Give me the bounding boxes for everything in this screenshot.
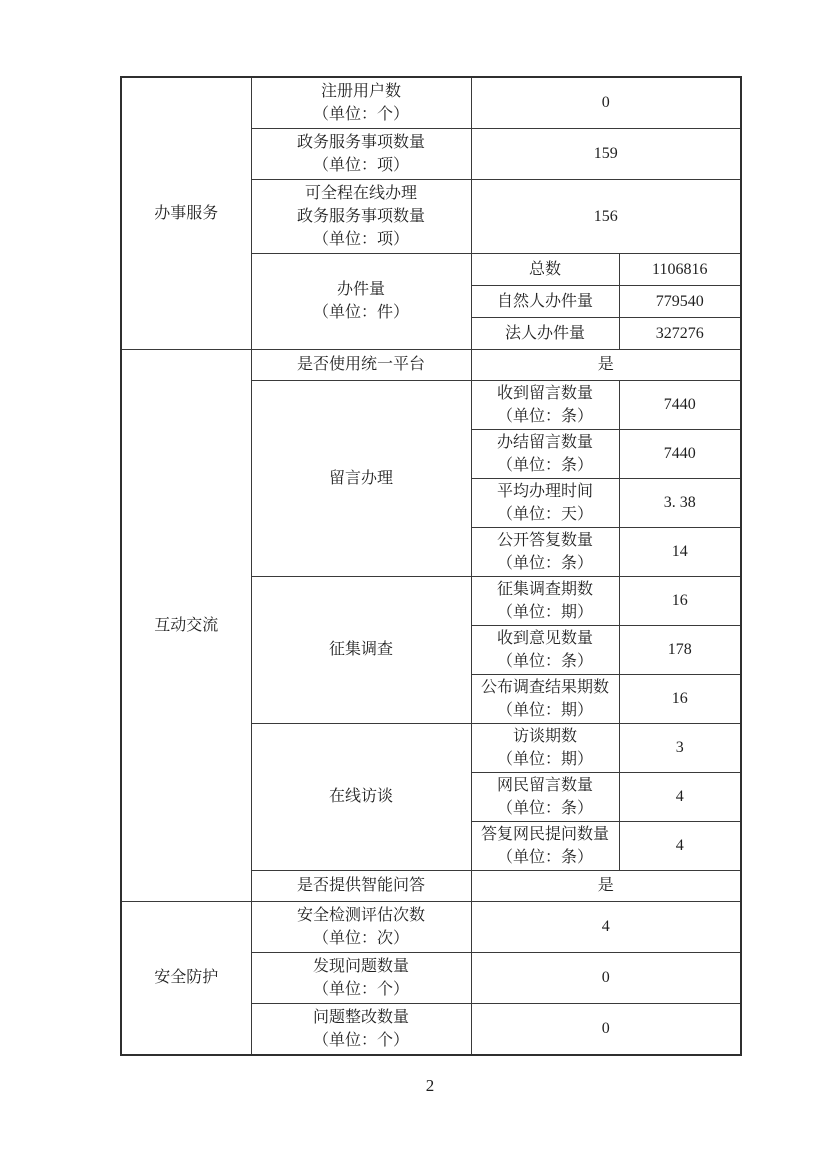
table-row: [121, 901, 741, 952]
item-name-line: 发现问题数量: [312, 957, 409, 975]
group-name-line: 留言办理: [328, 469, 393, 487]
subitem-unit-line: （单位：条）: [496, 456, 593, 474]
subitem-name-line: 征集调查期数: [496, 580, 593, 598]
value-cell: 0: [471, 77, 741, 128]
item-name-line: 注册用户数: [320, 82, 401, 100]
subitem-unit-line: （单位：期）: [496, 701, 593, 719]
item-name-line: 可全程在线办理: [304, 184, 417, 202]
subitem-unit-line: （单位：期）: [496, 750, 593, 768]
value-cell: 327276: [619, 317, 741, 349]
subitem-unit-line: （单位：条）: [496, 848, 593, 866]
category-cell: [121, 77, 251, 349]
category-cell: [121, 349, 251, 901]
report-table: [120, 76, 742, 1056]
item-unit-line: （单位：项）: [312, 230, 409, 248]
subitem-label-cell: [471, 772, 619, 821]
group-name-line: 征集调查: [328, 641, 393, 658]
subitem-name-line: 总数: [528, 260, 561, 278]
item-unit-line: （单位：次）: [312, 929, 409, 947]
item-name-line: 问题整改数量: [312, 1008, 409, 1026]
subitem-name-line: 访谈期数: [512, 727, 577, 745]
subitem-unit-line: （单位：条）: [496, 554, 593, 572]
subitem-unit-line: （单位：条）: [496, 652, 593, 670]
item-unit-line: （单位：个）: [312, 980, 409, 998]
value-cell: 0: [471, 1003, 741, 1055]
group-label-cell: [251, 576, 471, 723]
subitem-label-cell: [471, 429, 619, 478]
group-label-cell: [251, 380, 471, 576]
item-label-cell: [251, 1003, 471, 1055]
item-label-cell: [251, 952, 471, 1003]
value-cell: 14: [619, 527, 741, 576]
subitem-name-line: 自然人办件量: [496, 292, 593, 310]
value-cell: 16: [619, 576, 741, 625]
value-cell: 779540: [619, 285, 741, 317]
subitem-name-line: 公布调查结果期数: [480, 678, 609, 696]
value-cell: 159: [471, 128, 741, 179]
value-cell: 是: [471, 349, 741, 380]
item-name-line: 是否使用统一平台: [296, 356, 425, 373]
subitem-name-line: 法人办件量: [504, 324, 585, 342]
group-label-cell: [251, 253, 471, 349]
subitem-name-line: 办结留言数量: [496, 433, 593, 451]
group-name-line: 在线访谈: [328, 788, 393, 805]
subitem-label-cell: [471, 625, 619, 674]
item-label-cell: [251, 901, 471, 952]
subitem-label-cell: [471, 674, 619, 723]
item-label-cell: [251, 179, 471, 253]
table-row: [121, 77, 741, 128]
value-cell: 7440: [619, 380, 741, 429]
subitem-label-cell: [471, 527, 619, 576]
group-name-line: 办件量: [336, 281, 385, 298]
subitem-label-cell: [471, 478, 619, 527]
subitem-name-line: 公开答复数量: [496, 531, 593, 549]
item-label-cell: [251, 349, 471, 380]
subitem-label-cell: [471, 380, 619, 429]
value-cell: 3. 38: [619, 478, 741, 527]
subitem-label-cell: [471, 285, 619, 317]
category-label: 办事服务: [154, 204, 219, 222]
item-name-line: 安全检测评估次数: [296, 906, 425, 924]
value-cell: 7440: [619, 429, 741, 478]
report-table-container: [120, 76, 740, 1056]
value-cell: 4: [471, 901, 741, 952]
subitem-label-cell: [471, 253, 619, 285]
subitem-label-cell: [471, 576, 619, 625]
category-label: 安全防护: [154, 969, 219, 987]
item-name-line: 是否提供智能问答: [296, 877, 425, 894]
table-row: [121, 349, 741, 380]
value-cell: 是: [471, 870, 741, 901]
subitem-name-line: 答复网民提问数量: [480, 825, 609, 843]
group-unit-line: （单位：件）: [312, 304, 409, 321]
category-cell: [121, 901, 251, 1055]
item-unit-line: （单位：个）: [312, 105, 409, 123]
value-cell: 156: [471, 179, 741, 253]
page-number: 2: [425, 1076, 435, 1095]
item-unit-line: （单位：个）: [312, 1031, 409, 1049]
subitem-unit-line: （单位：天）: [496, 505, 593, 523]
subitem-unit-line: （单位：条）: [496, 799, 593, 817]
value-cell: 1106816: [619, 253, 741, 285]
value-cell: 178: [619, 625, 741, 674]
item-name-line: 政务服务事项数量: [296, 207, 425, 225]
subitem-unit-line: （单位：条）: [496, 407, 593, 425]
subitem-label-cell: [471, 821, 619, 870]
subitem-label-cell: [471, 723, 619, 772]
item-label-cell: [251, 77, 471, 128]
value-cell: 0: [471, 952, 741, 1003]
subitem-label-cell: [471, 317, 619, 349]
category-label: 互动交流: [154, 616, 219, 634]
subitem-name-line: 平均办理时间: [496, 482, 593, 500]
value-cell: 4: [619, 821, 741, 870]
value-cell: 3: [619, 723, 741, 772]
subitem-name-line: 收到意见数量: [496, 629, 593, 647]
item-name-line: 政务服务事项数量: [296, 133, 425, 151]
subitem-name-line: 网民留言数量: [496, 776, 593, 794]
group-label-cell: [251, 723, 471, 870]
subitem-name-line: 收到留言数量: [496, 384, 593, 402]
value-cell: 4: [619, 772, 741, 821]
item-label-cell: [251, 128, 471, 179]
item-unit-line: （单位：项）: [312, 156, 409, 174]
item-label-cell: [251, 870, 471, 901]
value-cell: 16: [619, 674, 741, 723]
subitem-unit-line: （单位：期）: [496, 603, 593, 621]
